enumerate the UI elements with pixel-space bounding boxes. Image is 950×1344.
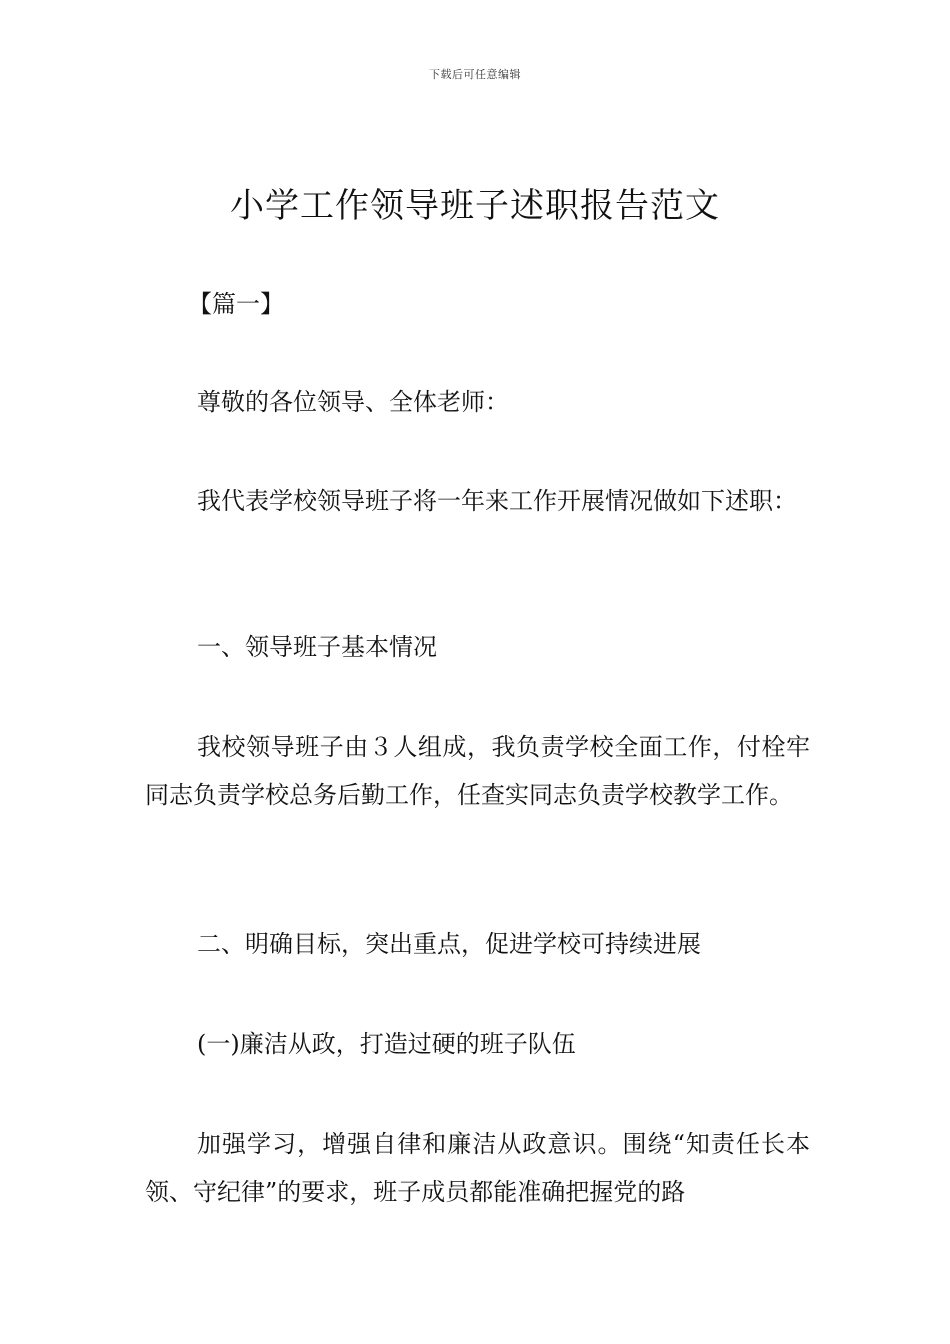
- section-tag: 【篇一】: [188, 290, 284, 318]
- greeting-paragraph: 尊敬的各位领导、全体老师：: [197, 388, 509, 416]
- document-title: 小学工作领导班子述职报告范文: [230, 186, 720, 226]
- section-heading-2: 二、明确目标，突出重点，促进学校可持续进展: [197, 930, 701, 958]
- section-heading-1: 一、领导班子基本情况: [197, 633, 437, 661]
- members-paragraph: 我校领导班子由３人组成，我负责学校全面工作，付栓牢同志负责学校总务后勤工作，任查实同志负责学校教学工作。: [145, 733, 810, 809]
- header-note: 下载后可任意编辑: [429, 68, 521, 81]
- subsection-heading-2-1: (一)廉洁从政，打造过硬的班子队伍: [197, 1030, 576, 1058]
- study-paragraph: 加强学习，增强自律和廉洁从政意识。围绕“知责任长本领、守纪律”的要求，班子成员都能准确把握党的路: [145, 1130, 810, 1206]
- intro-paragraph: 我代表学校领导班子将一年来工作开展情况做如下述职：: [197, 487, 797, 515]
